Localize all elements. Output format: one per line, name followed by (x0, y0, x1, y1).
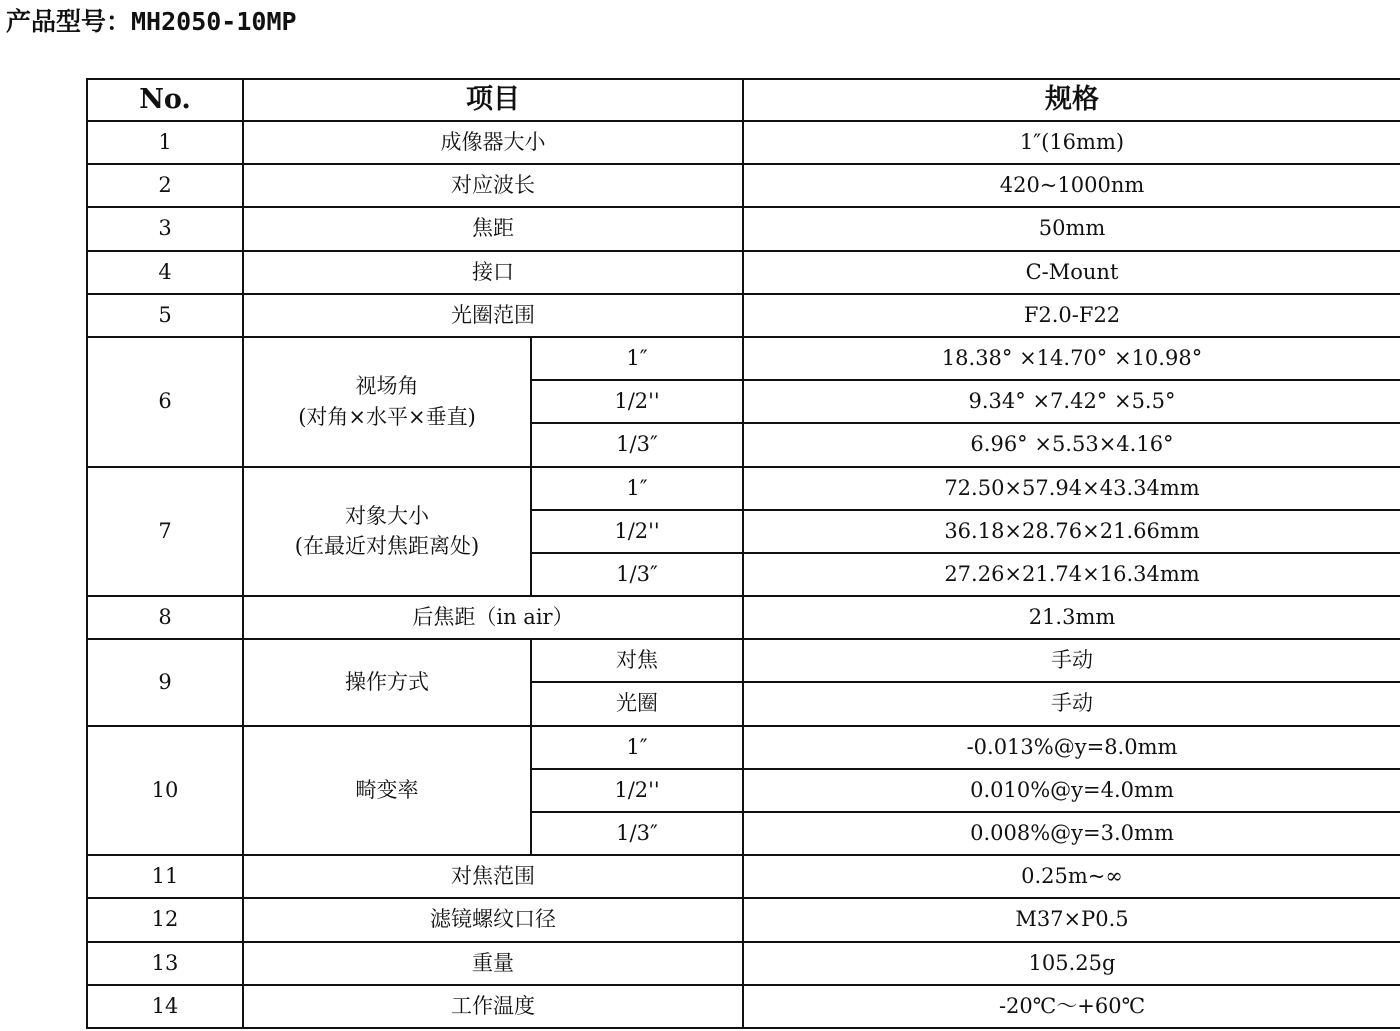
sub-label: 对焦 (531, 639, 743, 682)
header-no: No. (87, 79, 243, 121)
table-row (87, 639, 1400, 682)
row-item-line: 视场角 (355, 374, 419, 399)
row-no: 8 (87, 596, 243, 639)
table-row (87, 207, 1400, 250)
row-spec: 27.26×21.74×16.34mm (743, 553, 1400, 596)
row-no: 13 (87, 942, 243, 985)
sub-label: 1/2'' (531, 380, 743, 423)
row-no: 9 (87, 639, 243, 725)
row-spec: -0.013%@y=8.0mm (743, 726, 1400, 769)
sub-label: 光圈 (531, 682, 743, 725)
row-no: 14 (87, 985, 243, 1028)
table-row (87, 467, 1400, 510)
row-spec: 72.50×57.94×43.34mm (743, 467, 1400, 510)
row-item: 重量 (243, 942, 743, 985)
row-spec: 50mm (743, 207, 1400, 250)
row-item (243, 337, 531, 467)
page-title: 产品型号：MH2050-10MP (6, 7, 297, 36)
row-spec: 手动 (743, 682, 1400, 725)
sub-label: 1″ (531, 337, 743, 380)
sub-label: 1″ (531, 726, 743, 769)
row-item: 对焦范围 (243, 855, 743, 898)
row-no: 11 (87, 855, 243, 898)
row-spec: 6.96° ×5.53×4.16° (743, 423, 1400, 466)
row-spec: 0.25m~∞ (743, 855, 1400, 898)
row-item-line: (在最近对焦距离处) (294, 534, 480, 559)
table-row (87, 596, 1400, 639)
row-spec: F2.0-F22 (743, 294, 1400, 337)
row-item: 滤镜螺纹口径 (243, 898, 743, 941)
table-row (87, 985, 1400, 1028)
row-item (243, 467, 531, 597)
row-item-line: (对角×水平×垂直) (298, 404, 476, 429)
sub-label: 1″ (531, 467, 743, 510)
row-no: 3 (87, 207, 243, 250)
sub-label: 1/2'' (531, 769, 743, 812)
row-no: 5 (87, 294, 243, 337)
row-spec: M37×P0.5 (743, 898, 1400, 941)
spec-table (86, 78, 1400, 1029)
row-item: 焦距 (243, 207, 743, 250)
row-no: 1 (87, 121, 243, 164)
table-row (87, 337, 1400, 380)
row-item-line: 对象大小 (345, 503, 429, 528)
header-spec: 规格 (743, 79, 1400, 121)
row-no: 4 (87, 251, 243, 294)
row-item: 工作温度 (243, 985, 743, 1028)
table-row (87, 164, 1400, 207)
row-item: 成像器大小 (243, 121, 743, 164)
sub-label: 1/3″ (531, 812, 743, 855)
table-row (87, 121, 1400, 164)
row-spec: 0.008%@y=3.0mm (743, 812, 1400, 855)
header-item: 项目 (243, 79, 743, 121)
table-row (87, 942, 1400, 985)
row-spec: 0.010%@y=4.0mm (743, 769, 1400, 812)
sub-label: 1/3″ (531, 553, 743, 596)
row-spec: C-Mount (743, 251, 1400, 294)
header-row (87, 79, 1400, 121)
row-spec: 手动 (743, 639, 1400, 682)
table-row (87, 294, 1400, 337)
row-spec: 21.3mm (743, 596, 1400, 639)
table-row (87, 726, 1400, 769)
row-no: 12 (87, 898, 243, 941)
row-spec: 36.18×28.76×21.66mm (743, 510, 1400, 553)
row-spec: 9.34° ×7.42° ×5.5° (743, 380, 1400, 423)
row-spec: 105.25g (743, 942, 1400, 985)
row-spec: 420~1000nm (743, 164, 1400, 207)
row-item: 后焦距（in air） (243, 596, 743, 639)
row-spec: 1″(16mm) (743, 121, 1400, 164)
row-no: 7 (87, 467, 243, 597)
row-no: 10 (87, 726, 243, 856)
sub-label: 1/3″ (531, 423, 743, 466)
table-row (87, 251, 1400, 294)
row-item: 光圈范围 (243, 294, 743, 337)
row-item: 接口 (243, 251, 743, 294)
row-item: 畸变率 (243, 726, 531, 856)
table-row (87, 898, 1400, 941)
row-spec: 18.38° ×14.70° ×10.98° (743, 337, 1400, 380)
row-no: 6 (87, 337, 243, 467)
sub-label: 1/2'' (531, 510, 743, 553)
row-item: 操作方式 (243, 639, 531, 725)
row-spec: -20℃～+60℃ (743, 985, 1400, 1028)
row-item: 对应波长 (243, 164, 743, 207)
table-row (87, 855, 1400, 898)
row-no: 2 (87, 164, 243, 207)
